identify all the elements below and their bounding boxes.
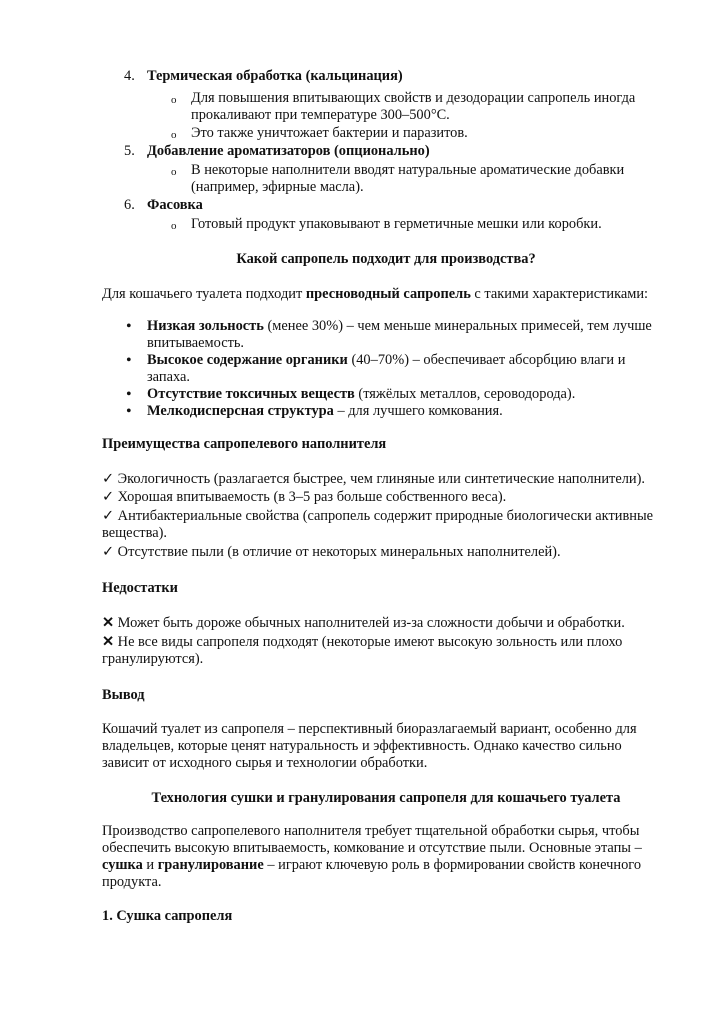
advantage-item: ✓ Отсутствие пыли (в отличие от некоторых минеральных наполнителей). bbox=[102, 544, 561, 560]
advantages-heading: Преимущества сапропелевого наполнителя bbox=[102, 436, 387, 452]
technology-paragraph: Производство сапропелевого наполнителя требует тщательной обработки сырья, чтобы обеспечить высокую впитываемость, комкование и отсутствие пыли. Основные этапы – сушка и гранулирование – играют ключевую роль в формировании свойств конечного продукта. bbox=[102, 823, 642, 890]
sub-item: Готовый продукт упаковывают в герметичные мешки или коробки. bbox=[191, 216, 602, 232]
intro-paragraph: Для кошачьего туалета подходит пресноводный сапропель с такими характеристиками: bbox=[102, 286, 649, 302]
disadvantage-item: ✕ Может быть дороже обычных наполнителей из-за сложности добычи и обработки. bbox=[102, 615, 625, 631]
check-icon: ✓ bbox=[102, 508, 115, 524]
technology-heading: Технология сушки и гранулирования сапропеля для кошачьего туалета bbox=[151, 790, 621, 806]
step-number: 5. bbox=[124, 143, 135, 159]
sub-item: Для повышения впитывающих свойств и дезодорации сапропель иногда прокаливают при температуре 300–500°C. bbox=[191, 90, 636, 123]
bullet-dot: • bbox=[126, 352, 132, 369]
check-icon: ✓ bbox=[102, 489, 115, 505]
advantage-item: ✓ Хорошая впитываемость (в 3–5 раз больше собственного веса). bbox=[102, 489, 507, 505]
disadvantage-item: ✕ Не все виды сапропеля подходят (некоторые имеют высокую зольность или плохо гранулируются). bbox=[102, 634, 623, 667]
sub-item: Это также уничтожает бактерии и паразитов. bbox=[191, 125, 468, 141]
check-icon: ✓ bbox=[102, 471, 115, 487]
bullet-dot: • bbox=[126, 318, 132, 335]
sub-bullet-marker: o bbox=[171, 129, 177, 141]
cross-icon: ✕ bbox=[102, 634, 115, 650]
step-title: Добавление ароматизаторов (опционально) bbox=[147, 143, 430, 159]
cross-icon: ✕ bbox=[102, 615, 115, 631]
step-number: 4. bbox=[124, 68, 135, 84]
check-icon: ✓ bbox=[102, 544, 115, 560]
sub-bullet-marker: o bbox=[171, 94, 177, 106]
step-title: Фасовка bbox=[147, 197, 203, 213]
conclusion-paragraph: Кошачий туалет из сапропеля – перспективный биоразлагаемый вариант, особенно для владельцев, которые ценят натуральность и эффективность. Однако качество сильно зависит от исходного сырья и технологии обработки. bbox=[102, 721, 637, 771]
advantage-item: ✓ Экологичность (разлагается быстрее, чем глиняные или синтетические наполнители). bbox=[102, 471, 646, 487]
step-number: 6. bbox=[124, 197, 135, 213]
bullet-dot: • bbox=[126, 403, 132, 420]
sub-bullet-marker: o bbox=[171, 220, 177, 232]
step-title: Термическая обработка (кальцинация) bbox=[147, 68, 403, 84]
section-1-heading: 1. Сушка сапропеля bbox=[102, 908, 233, 924]
advantage-item: ✓ Антибактериальные свойства (сапропель содержит природные биологически активные вещества). bbox=[102, 508, 654, 541]
disadvantages-heading: Недостатки bbox=[102, 580, 178, 596]
list-item: Высокое содержание органики (40–70%) – обеспечивает абсорбцию влаги и запаха. bbox=[147, 352, 626, 385]
list-item: Низкая зольность (менее 30%) – чем меньше минеральных примесей, тем лучше впитываемость. bbox=[147, 318, 652, 351]
sub-item: В некоторые наполнители вводят натуральные ароматические добавки (например, эфирные масла). bbox=[191, 162, 625, 195]
conclusion-heading: Вывод bbox=[102, 687, 145, 703]
question-heading: Какой сапропель подходит для производства? bbox=[236, 251, 536, 267]
list-item: Отсутствие токсичных веществ (тяжёлых металлов, сероводорода). bbox=[147, 386, 576, 402]
bullet-dot: • bbox=[126, 386, 132, 403]
list-item: Мелкодисперсная структура – для лучшего комкования. bbox=[147, 403, 503, 419]
sub-bullet-marker: o bbox=[171, 166, 177, 178]
